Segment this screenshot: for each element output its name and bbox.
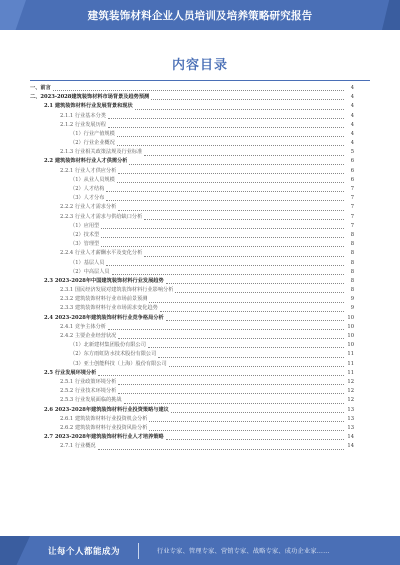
toc-leader-dots	[101, 228, 344, 229]
toc-entry-label: （1）应用型	[70, 222, 100, 229]
toc-entry[interactable]	[30, 102, 354, 111]
toc-leader-dots	[144, 155, 344, 156]
toc-entry-page: 7	[350, 213, 354, 220]
toc-entry[interactable]	[30, 121, 354, 130]
toc-entry[interactable]	[30, 369, 354, 378]
toc-entry-label: （2）人才结构	[70, 186, 105, 193]
report-header-bar	[0, 0, 400, 30]
toc-entry[interactable]	[30, 139, 354, 148]
toc-entry-page: 4	[350, 94, 354, 101]
toc-entry-label: （3）亚士创能科技（上海）股份有限公司	[70, 360, 167, 367]
toc-entry[interactable]	[30, 277, 354, 286]
toc-entry[interactable]	[30, 130, 354, 139]
toc-entry-label: 2.6.1 建筑装饰材料行业投资机会分析	[60, 415, 148, 422]
toc-entry[interactable]	[30, 268, 354, 277]
toc-entry-page: 13	[347, 424, 354, 431]
toc-entry[interactable]	[30, 222, 354, 231]
toc-entry-page: 8	[350, 259, 354, 266]
toc-entry[interactable]	[30, 93, 354, 102]
toc-leader-dots	[98, 375, 344, 376]
toc-entry-page: 13	[347, 406, 354, 413]
toc-leader-dots	[101, 237, 344, 238]
toc-entry-label: 2.4.2 主要企业经营状况	[60, 333, 117, 340]
toc-entry[interactable]	[30, 332, 354, 341]
toc-entry-label: 2.2.3 行业人才需求与供给缺口分析	[60, 213, 143, 220]
toc-leader-dots	[151, 99, 344, 100]
toc-leader-dots	[144, 219, 344, 220]
toc-entry-page: 8	[350, 277, 354, 284]
toc-entry-label: 一、前言	[30, 84, 51, 91]
toc-entry-label: （2）行业企业概况	[70, 140, 115, 147]
toc-entry-page: 8	[350, 231, 354, 238]
toc-entry-page: 4	[350, 140, 354, 147]
toc-entry[interactable]	[30, 148, 354, 157]
toc-entry-page: 12	[347, 388, 354, 395]
toc-entry-label: 二、2023-2028建筑装饰材料市场背景及趋势预测	[30, 94, 150, 101]
toc-entry-page: 14	[347, 443, 354, 450]
toc-entry-page: 10	[347, 333, 354, 340]
toc-entry-page: 7	[350, 186, 354, 193]
toc-entry-label: （1）从业人员规模	[70, 176, 115, 183]
toc-entry[interactable]	[30, 295, 354, 304]
toc-entry-label: 2.2.1 行业人才供应分析	[60, 167, 117, 174]
toc-leader-dots	[117, 136, 344, 137]
toc-entry[interactable]	[30, 249, 354, 258]
toc-entry-label: （3）人才分布	[70, 195, 105, 202]
toc-entry[interactable]	[30, 203, 354, 212]
toc-entry-label: 2.1.3 行业相关政策法规及行业标准	[60, 149, 143, 156]
toc-leader-dots	[166, 283, 344, 284]
toc-entry[interactable]	[30, 231, 354, 240]
toc-entry-label: 2.3 2023-2028年中国建筑装饰材料行业发展趋势	[44, 277, 164, 284]
toc-entry-label: （2）中高层人员	[70, 268, 110, 275]
toc-entry[interactable]	[30, 286, 354, 295]
toc-entry[interactable]	[30, 360, 354, 369]
toc-leader-dots	[135, 109, 344, 110]
toc-title: 内容目录	[171, 58, 228, 73]
toc-entry-page: 6	[350, 158, 354, 165]
toc-leader-dots	[118, 210, 344, 211]
toc-entry-page: 10	[347, 342, 354, 349]
toc-leader-dots	[149, 421, 344, 422]
toc-leader-dots	[148, 347, 344, 348]
toc-entry-label: 2.2 建筑装饰材料行业人才供需分析	[44, 158, 128, 165]
toc-entry[interactable]	[30, 240, 354, 249]
toc-entry-page: 4	[350, 103, 354, 110]
toc-entry[interactable]	[30, 259, 354, 268]
toc-leader-dots	[160, 311, 344, 312]
toc-entry[interactable]	[30, 415, 354, 424]
toc-entry-page: 11	[347, 369, 354, 376]
toc-entry-label: 2.3.2 建筑装饰材料行业市场前景预测	[60, 296, 148, 303]
toc-entry[interactable]	[30, 305, 354, 314]
toc-entry-label: 2.2.4 行业人才薪酬水平及变化分析	[60, 250, 143, 257]
header-decoration-right	[382, 0, 400, 30]
toc-entry-page: 4	[350, 112, 354, 119]
toc-entry-label: 2.3.3 建筑装饰材料行业市场需求变化趋势	[60, 305, 158, 312]
toc-leader-dots	[108, 329, 344, 330]
toc-leader-dots	[171, 412, 344, 413]
toc-entry-label: 2.2.2 行业人才需求分析	[60, 204, 117, 211]
toc-entry-page: 14	[347, 434, 354, 441]
toc-entry[interactable]	[30, 194, 354, 203]
report-title: 建筑装饰材料企业人员培训及培养策略研究报告	[87, 9, 313, 22]
toc-entry[interactable]	[30, 396, 354, 405]
toc-entry-page: 12	[347, 397, 354, 404]
toc-leader-dots	[129, 164, 344, 165]
toc-entry[interactable]	[30, 433, 354, 442]
toc-entry-page: 4	[350, 130, 354, 137]
toc-leader-dots	[108, 118, 344, 119]
toc-leader-dots	[166, 439, 344, 440]
toc-leader-dots	[149, 302, 344, 303]
toc-entry[interactable]	[30, 442, 354, 451]
toc-entry-label: 2.6 2023-2028年建筑装饰材料行业投资策略与建议	[44, 406, 169, 413]
header-decoration-left	[0, 0, 26, 30]
toc-leader-dots	[98, 449, 344, 450]
toc-entry-page: 6	[350, 176, 354, 183]
toc-entry-page: 7	[350, 195, 354, 202]
footer-bar	[0, 536, 400, 565]
table-of-contents	[30, 84, 354, 452]
toc-leader-dots	[118, 384, 344, 385]
toc-entry[interactable]	[30, 112, 354, 121]
toc-entry-page: 13	[347, 415, 354, 422]
toc-entry[interactable]	[30, 167, 354, 176]
toc-entry-page: 8	[350, 241, 354, 248]
toc-entry[interactable]	[30, 158, 354, 167]
toc-entry-page: 7	[350, 222, 354, 229]
toc-entry-label: 2.1.2 行业发展历程	[60, 121, 106, 128]
toc-entry-label: 2.5.3 行业发展面临的挑战	[60, 397, 122, 404]
toc-divider	[30, 80, 370, 81]
toc-entry-label: （1）北新建材集团股份有限公司	[70, 342, 146, 349]
toc-leader-dots	[112, 274, 344, 275]
toc-entry-page: 8	[350, 287, 354, 294]
toc-entry-page: 7	[350, 204, 354, 211]
toc-leader-dots	[106, 191, 344, 192]
toc-entry-page: 10	[347, 323, 354, 330]
footer-divider	[138, 543, 139, 559]
toc-leader-dots	[117, 182, 344, 183]
toc-entry[interactable]	[30, 213, 354, 222]
footer-slogan: 让每个人都能成为	[48, 546, 121, 557]
toc-entry-page: 9	[350, 296, 354, 303]
toc-entry[interactable]	[30, 185, 354, 194]
toc-entry-label: 2.6.2 建筑装饰材料行业投资风险分析	[60, 424, 148, 431]
toc-entry-page: 6	[350, 167, 354, 174]
toc-leader-dots	[106, 265, 344, 266]
toc-entry-label: 2.7 2023-2028年建筑装饰材料行业人才培养策略	[44, 434, 164, 441]
toc-leader-dots	[118, 393, 344, 394]
toc-entry-label: 2.5 行业发展环境分析	[44, 369, 97, 376]
toc-entry[interactable]	[30, 84, 354, 93]
toc-entry-label: （2）东方雨虹防水技术股份有限公司	[70, 351, 157, 358]
toc-leader-dots	[101, 246, 344, 247]
toc-leader-dots	[169, 366, 344, 367]
toc-leader-dots	[53, 90, 344, 91]
toc-entry-page: 8	[350, 268, 354, 275]
toc-entry-label: 2.5.2 行业技术环境分析	[60, 388, 117, 395]
toc-entry[interactable]	[30, 176, 354, 185]
footer-tagline: 行业专家、管理专家、营销专家、战略专家、成功企业家……	[157, 548, 330, 555]
toc-entry[interactable]	[30, 387, 354, 396]
toc-entry[interactable]	[30, 378, 354, 387]
toc-entry-page: 11	[347, 360, 354, 367]
toc-leader-dots	[106, 200, 344, 201]
toc-leader-dots	[118, 173, 344, 174]
toc-leader-dots	[158, 357, 344, 358]
toc-entry-label: （1）基层人员	[70, 259, 105, 266]
toc-leader-dots	[117, 145, 344, 146]
toc-entry-label: （2）技术型	[70, 231, 100, 238]
toc-leader-dots	[108, 127, 344, 128]
toc-entry-page: 10	[347, 314, 354, 321]
toc-entry[interactable]	[30, 323, 354, 332]
toc-entry-label: 2.1.1 行业基本分类	[60, 112, 106, 119]
toc-entry-label: （1）行业产值规模	[70, 130, 115, 137]
toc-entry-label: 2.5.1 行业政策环境分析	[60, 378, 117, 385]
toc-leader-dots	[118, 338, 344, 339]
toc-entry-page: 4	[350, 84, 354, 91]
toc-leader-dots	[124, 403, 344, 404]
toc-entry-label: 2.3.1 国民经济发展对建筑装饰材料行业影响分析	[60, 287, 174, 294]
toc-entry-page: 11	[347, 351, 354, 358]
toc-entry[interactable]	[30, 350, 354, 359]
toc-entry[interactable]	[30, 314, 354, 323]
toc-entry-label: 2.7.1 行业概况	[60, 443, 96, 450]
toc-entry-page: 9	[350, 305, 354, 312]
toc-entry-page: 8	[350, 250, 354, 257]
toc-entry-page: 5	[350, 149, 354, 156]
toc-leader-dots	[149, 430, 344, 431]
toc-entry[interactable]	[30, 424, 354, 433]
toc-entry-page: 12	[347, 378, 354, 385]
toc-entry[interactable]	[30, 341, 354, 350]
toc-entry-label: 2.4.1 竞争主体分析	[60, 323, 106, 330]
toc-entry-label: （3）管理型	[70, 241, 100, 248]
toc-leader-dots	[175, 292, 344, 293]
toc-entry-label: 2.4 2023-2028年建筑装饰材料行业竞争格局分析	[44, 314, 164, 321]
toc-entry[interactable]	[30, 406, 354, 415]
toc-leader-dots	[144, 256, 344, 257]
toc-entry-page: 4	[350, 121, 354, 128]
toc-leader-dots	[166, 320, 344, 321]
toc-entry-label: 2.1 建筑装饰材料行业发展背景和现状	[44, 103, 133, 110]
